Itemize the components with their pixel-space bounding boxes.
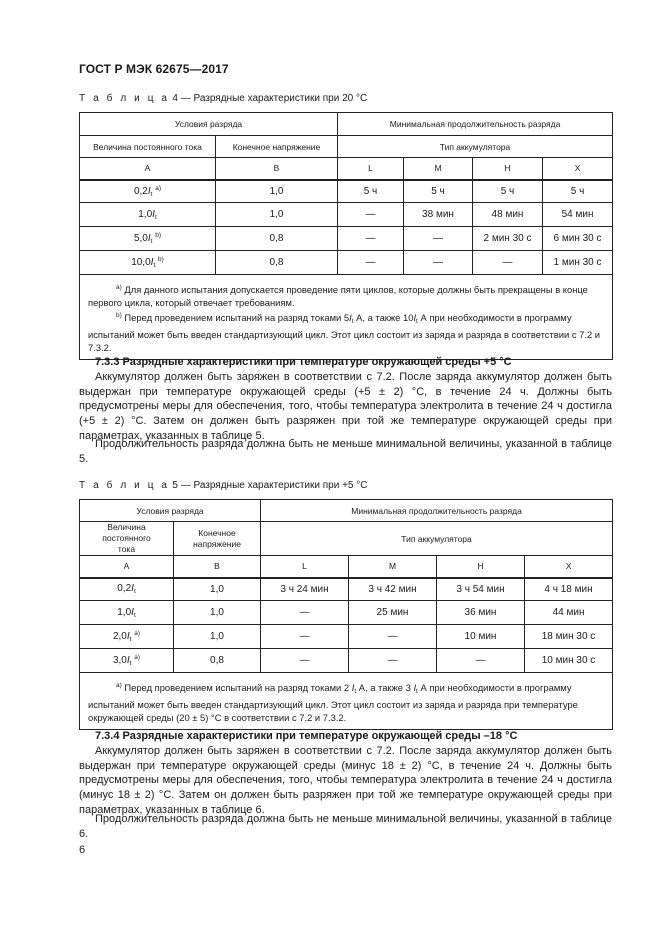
value-cell: — (437, 649, 525, 673)
value-cell: — (349, 649, 437, 673)
table5-header-current: Величина постоянного тока (80, 522, 174, 556)
table5-type-cell: M (349, 556, 437, 578)
footnote-a: $^{a)}$ Для данного испытания допускается проведение пяти циклов, которые должны быть прекращены в конце первого цикла, который отвечает требованиям. (88, 284, 588, 308)
value-cell: 44 мин (525, 601, 613, 625)
table5-type-cell: H (437, 556, 525, 578)
current-cell: $3,0I_t$ $^{a)}$ (80, 649, 174, 673)
current-cell: $5,0I_t$ $^{b)}$ (80, 227, 216, 251)
section-7-3-3-paragraph: Аккумулятор должен быть заряжен в соответствии с 7.2. После заряда аккумулятор должен быть выдержан при температуре окружающей среды (+5 ± 2) °C, в течение 24 ч. Должны быть предусмотрены меры для обеспечения, того, чтобы температура электролита в течение 24 ч достигла (+5 ± 2) °C. Затем он должен быть разряжен при той же температуре окружающей среды при параметрах, указанных в таблице 5. (79, 371, 612, 442)
table5-type-cell: L (261, 556, 349, 578)
value-cell: 25 мин (349, 601, 437, 625)
table-row (80, 601, 613, 625)
footnote-b: $^{b)}$ Перед проведением испытаний на разряд токами $5I_t$ А, а также $10I_t$ А при необходимости в программу испытаний может быть введен стандартизующий цикл. Этот цикл состоит из заряда и разряда в соответствии с 7.2 и 7.3.2. (88, 312, 601, 353)
current-cell: $1,0I_t$ (80, 203, 216, 227)
table5-caption-title: 5 — Разрядные характеристики при +5 °C (172, 480, 368, 491)
value-cell: — (338, 227, 404, 251)
table4-header-final-voltage: Конечное напряжение (216, 136, 338, 158)
value-cell: 54 мин (543, 203, 613, 227)
section-7-3-4-paragraph: Аккумулятор должен быть заряжен в соответствии с 7.2. После заряда аккумулятор должен быть выдержан при температуре окружающей среды (минус 18 ± 2) °C, в течение 24 ч. Должны быть предусмотрены меры для обеспечения, того, чтобы температура электролита в течение 24 ч достигла (минус 18 ± 2) °C. Затем он должен быть разряжен при той же температуре окружающей среды при параметрах, указанных в таблице 6. (79, 745, 612, 816)
voltage-cell: 0,8 (174, 649, 261, 673)
table-row (80, 649, 613, 673)
table4-header-current: Величина постоянного тока (80, 136, 216, 158)
value-cell: — (404, 227, 473, 251)
table5-header-final-voltage: Конечное напряжение (174, 522, 261, 556)
voltage-cell: 0,8 (216, 227, 338, 251)
table4-unit-cell: A (80, 158, 216, 180)
table5-caption-prefix: Т а б л и ц а (79, 480, 170, 491)
table-row (80, 251, 613, 275)
table5 (79, 499, 613, 730)
value-cell: 38 мин (404, 203, 473, 227)
table4-type-cell: H (473, 158, 543, 180)
current-cell: $0,2I_t$ $^{a)}$ (80, 180, 216, 203)
section-7-3-4-paragraph: Продолжительность разряда должна быть не меньше минимальной величины, указанной в таблице 6. (79, 813, 612, 840)
value-cell: 18 мин 30 с (525, 625, 613, 649)
footnote-a: $^{a)}$ Перед проведением испытаний на разряд токами 2 $I_t$ А, а также 3 $I_t$ А при необходимости в программу испытаний может быть введен стандартизующий цикл. Этот цикл состоит из заряда и разряда при температуре окружающей среды (20 ± 5) °C в соответствии с 7.2 и 7.3.2. (88, 682, 578, 723)
section-7-3-3-heading: 7.3.3 Разрядные характеристики при температуре окружающей среды +5 °C (95, 356, 512, 368)
table4-caption (79, 93, 367, 104)
table5-unit-cell: B (174, 556, 261, 578)
value-cell: 5 ч (338, 180, 404, 203)
table-row (80, 203, 613, 227)
table4-type-cell: M (404, 158, 473, 180)
value-cell: — (349, 625, 437, 649)
voltage-cell: 1,0 (216, 203, 338, 227)
table4-type-cell: L (338, 158, 404, 180)
value-cell: 36 мин (437, 601, 525, 625)
table5-header-battery-type: Тип аккумулятора (261, 522, 613, 556)
value-cell: 4 ч 18 мин (525, 578, 613, 601)
value-cell: 5 ч (404, 180, 473, 203)
value-cell: 48 мин (473, 203, 543, 227)
table4 (79, 112, 613, 360)
table4-caption-prefix: Т а б л и ц а (79, 93, 170, 104)
table-row (80, 625, 613, 649)
value-cell: — (338, 251, 404, 275)
table4-caption-title: 4 — Разрядные характеристики при 20 °C (172, 93, 368, 104)
value-cell: — (473, 251, 543, 275)
value-cell: — (261, 649, 349, 673)
voltage-cell: 0,8 (216, 251, 338, 275)
page-number: 6 (79, 844, 86, 856)
table-row (80, 180, 613, 203)
current-cell: $0,2I_t$ (80, 578, 174, 601)
current-cell: $2,0I_t$ $^{a)}$ (80, 625, 174, 649)
voltage-cell: 1,0 (174, 601, 261, 625)
table5-caption (79, 480, 367, 491)
value-cell: 5 ч (473, 180, 543, 203)
table5-type-cell: X (525, 556, 613, 578)
table4-footnotes (80, 275, 613, 360)
value-cell: — (261, 625, 349, 649)
table5-header-conditions: Условия разряда (80, 500, 261, 522)
value-cell: 10 мин 30 с (525, 649, 613, 673)
section-7-3-4-heading: 7.3.4 Разрядные характеристики при температуре окружающей среды –18 °C (95, 730, 518, 742)
table-row (80, 227, 613, 251)
value-cell: 6 мин 30 с (543, 227, 613, 251)
document-header: ГОСТ Р МЭК 62675—2017 (79, 62, 229, 76)
value-cell: 1 мин 30 с (543, 251, 613, 275)
voltage-cell: 1,0 (216, 180, 338, 203)
table-row (80, 578, 613, 601)
current-cell: $1,0I_t$ (80, 601, 174, 625)
value-cell: — (261, 601, 349, 625)
table4-header-conditions: Условия разряда (80, 113, 338, 136)
current-cell: $10,0I_t$ $^{b)}$ (80, 251, 216, 275)
table5-unit-cell: A (80, 556, 174, 578)
value-cell: 10 мин (437, 625, 525, 649)
table4-header-battery-type: Тип аккумулятора (338, 136, 613, 158)
value-cell: — (404, 251, 473, 275)
value-cell: 2 мин 30 с (473, 227, 543, 251)
voltage-cell: 1,0 (174, 625, 261, 649)
table5-footnotes (80, 673, 613, 730)
table4-type-cell: X (543, 158, 613, 180)
value-cell: — (338, 203, 404, 227)
value-cell: 5 ч (543, 180, 613, 203)
section-7-3-3-paragraph: Продолжительность разряда должна быть не меньше минимальной величины, указанной в таблице 5. (79, 438, 612, 465)
voltage-cell: 1,0 (174, 578, 261, 601)
value-cell: 3 ч 24 мин (261, 578, 349, 601)
value-cell: 3 ч 42 мин (349, 578, 437, 601)
value-cell: 3 ч 54 мин (437, 578, 525, 601)
table4-unit-cell: B (216, 158, 338, 180)
table4-header-min-duration: Минимальная продолжительность разряда (338, 113, 613, 136)
table5-header-min-duration: Минимальная продолжительность разряда (261, 500, 613, 522)
